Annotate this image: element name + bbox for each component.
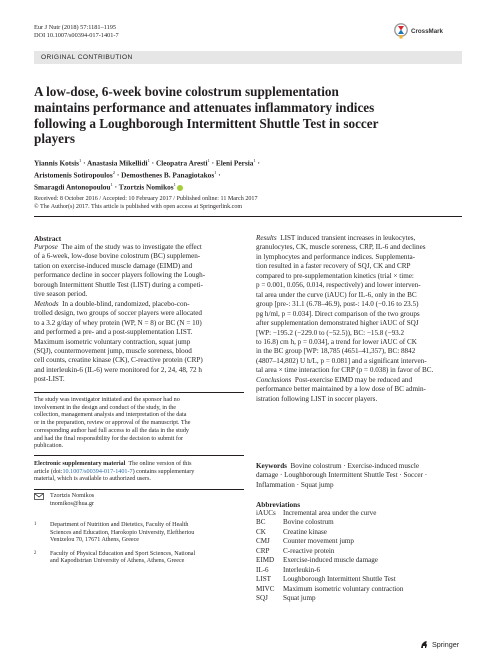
abbreviation-row bbox=[256, 547, 466, 556]
abstract-line: tal area × time interaction for CRP (p = 0.038) in favor of BC. bbox=[256, 366, 434, 375]
keywords-label: Keywords bbox=[256, 462, 287, 470]
abbreviation-definition: C-reactive protein bbox=[283, 546, 335, 555]
abstract-text: In a double-blind, randomized, placebo-con- bbox=[62, 299, 190, 308]
affiliation-line: Faculty of Physical Education and Sport Sciences, National bbox=[50, 550, 196, 557]
esm-label: Electronic supplementary material bbox=[34, 461, 126, 467]
results-label: Results bbox=[256, 234, 277, 242]
author-name[interactable]: Anastasia Mikellidi bbox=[86, 158, 148, 168]
article-title bbox=[34, 84, 464, 147]
abstract-line: group [pre-: 31.1 (6.78–46.9), post-: 14.0 (−0.16 to 23.5) bbox=[256, 300, 419, 309]
abstract-line: performance decline in soccer players following the Lough- bbox=[34, 271, 206, 280]
purpose-label: Purpose bbox=[34, 243, 58, 251]
abbreviation-row bbox=[256, 509, 466, 518]
note-line: publication. bbox=[34, 443, 64, 450]
abstract-line: and performed a pre- and a post-supplementation LIST. bbox=[34, 328, 193, 337]
correspondence bbox=[34, 493, 246, 508]
abstract-line bbox=[34, 300, 244, 309]
abbreviation-term: CRP bbox=[256, 546, 270, 555]
abstract-line: tation on exercise-induced muscle damage (EIMD) and bbox=[34, 261, 193, 270]
footnote-divider bbox=[34, 455, 244, 456]
abstract-text: The aim of the study was to investigate the effect bbox=[61, 243, 202, 251]
springer-logo bbox=[420, 640, 459, 649]
author-name[interactable]: Eleni Persia bbox=[215, 158, 254, 168]
abstract-line: to a 3.2 g/day of whey protein (WP, N = 8) or BC (N = 10) bbox=[34, 318, 202, 327]
note-line: material, which is available to authorized users. bbox=[34, 476, 151, 483]
title-line: following a Loughborough Intermittent Shuttle Test in soccer bbox=[34, 115, 379, 131]
abbreviation-row bbox=[256, 537, 466, 546]
abbreviation-term: LIST bbox=[256, 575, 271, 584]
author-line: Aristomenis Sotiropoulos$^2$ · Demosthenes B. Panagiotakos$^1$ · bbox=[34, 170, 221, 180]
envelope-icon bbox=[34, 493, 44, 500]
note-line: corresponding author had full access to all the data in the study bbox=[34, 427, 190, 434]
author-name[interactable]: Aristomenis Sotiropoulos bbox=[34, 170, 113, 180]
dates-line: Received: 8 October 2016 / Accepted: 10 February 2017 / Published online: 11 March 2017 bbox=[34, 196, 258, 202]
author-name[interactable]: Yiannis Kotsis bbox=[34, 158, 79, 168]
author-list bbox=[34, 156, 464, 192]
abbreviation-row bbox=[256, 575, 466, 584]
author-line: Yiannis Kotsis$^1$ · Anastasia Mikellidi$^1$ · Cleopatra Aresti$^1$ · Eleni Persia$^1$ · bbox=[34, 158, 260, 168]
abstract-line: after supplementation demonstrated higher iAUC of SQJ bbox=[256, 319, 419, 328]
affiliation-line: Sciences and Education, Harokopio University, Eleftheriou bbox=[50, 529, 195, 536]
doi-link[interactable]: 10.1007/s00394-017-1401-7 bbox=[62, 468, 133, 475]
methods-label: Methods bbox=[34, 299, 59, 308]
abbreviation-term: IL-6 bbox=[256, 565, 269, 574]
affiliation-sup: 1 bbox=[214, 170, 217, 176]
abbreviation-row bbox=[256, 566, 466, 575]
affiliation-sup: 1 bbox=[78, 158, 82, 163]
abstract-line: borough Intermittent Shuttle Test (LIST) during a competi- bbox=[34, 280, 203, 289]
abbreviation-definition: Squat jump bbox=[283, 594, 316, 603]
abstract-line: to 16.8) cm h, p = 0.034], a trend for lower iAUC of CK bbox=[256, 337, 417, 346]
abbreviation-row bbox=[256, 556, 466, 565]
publication-dates bbox=[34, 196, 464, 211]
abbreviation-term: EIMD bbox=[256, 556, 275, 565]
affiliation bbox=[34, 522, 246, 545]
note-line bbox=[34, 469, 246, 477]
abstract-line: p = 0.001, 0.056, 0.014, respectively) and lower interven- bbox=[256, 281, 421, 290]
affiliation-sup: 1 bbox=[147, 158, 150, 163]
section-banner: ORIGINAL CONTRIBUTION bbox=[34, 51, 462, 64]
abstract-text: Post-exercise EIMD may be reduced and bbox=[294, 375, 413, 384]
abstract-line: tion resulted in a faster recovery of SQJ, CK and CRP bbox=[256, 262, 411, 271]
abstract-line: istration following LIST in soccer players. bbox=[256, 394, 378, 403]
abbreviation-definition: Incremental area under the curve bbox=[283, 509, 377, 517]
abstract-line: and interleukin-6 (IL-6) were monitored for 2, 24, 48, 72 h bbox=[34, 365, 202, 374]
affiliation-sup: 1 bbox=[110, 182, 113, 188]
abstract-line: in the BC group [WP: 18,785 (4651–41,357), BC: 8842 bbox=[256, 347, 416, 356]
doi-line: DOI 10.1007/s00394-017-1401-7 bbox=[34, 32, 119, 39]
note-line: or in the preparation, review or approval of the manuscript. The bbox=[34, 420, 191, 427]
abbreviation-term: MIVC bbox=[256, 584, 275, 593]
abstract-line: granulocytes, CK, muscle soreness, CRP, IL-6 and declines bbox=[256, 243, 426, 252]
abstract-line: Maximum isometric voluntary contraction, squat jump bbox=[34, 337, 191, 346]
note-line: The study was investigator initiated and the sponsor had no bbox=[34, 397, 180, 403]
author-name[interactable]: Tzortzis Nomikos bbox=[118, 182, 174, 192]
conclusions-label: Conclusions bbox=[256, 375, 292, 384]
correspondence-name-row bbox=[34, 493, 246, 501]
affiliation bbox=[34, 551, 246, 566]
abstract-line: (4807–14,802) U h/L, p = 0.081] and a significant interven- bbox=[256, 356, 427, 365]
affiliation-sup: 1 bbox=[253, 158, 256, 163]
abstract-line: compared to pre-supplementation kinetics (trial × time: bbox=[256, 271, 414, 280]
abbreviation-row bbox=[256, 518, 466, 527]
abbreviation-term: CK bbox=[256, 527, 266, 536]
abbreviation-row bbox=[256, 594, 466, 603]
journal-citation: Eur J Nutr (2018) 57:1181–1195 bbox=[34, 24, 117, 31]
abbreviation-definition: Counter movement jump bbox=[283, 537, 354, 546]
title-line: maintains performance and attenuates inflammatory indices bbox=[34, 99, 375, 115]
section-divider bbox=[34, 216, 462, 217]
title-line: players bbox=[34, 131, 76, 147]
abstract-line: tive season period. bbox=[34, 290, 88, 299]
note-line: and had the final responsibility for the decision to submit for bbox=[34, 435, 184, 442]
affiliations bbox=[34, 522, 246, 566]
esm-note bbox=[34, 461, 246, 484]
crossmark-label: CrossMark bbox=[411, 27, 443, 35]
copyright-line: © The Author(s) 2017. This article is published with open access at Springerlink.com bbox=[34, 203, 243, 210]
footnote-divider bbox=[34, 489, 244, 490]
affiliation-sup: 1 bbox=[207, 158, 210, 163]
abbreviation-definition: Bovine colostrum bbox=[283, 518, 334, 527]
abbreviation-row bbox=[256, 585, 466, 594]
abbreviation-definition: Maximum isometric voluntary contraction bbox=[283, 584, 404, 593]
abbreviation-definition: Interleukin-6 bbox=[283, 565, 321, 574]
footnote-divider bbox=[34, 392, 244, 393]
abbreviations-heading: Abbreviations bbox=[256, 500, 301, 509]
affiliation-line: Venizelou 70, 17671 Athens, Greece bbox=[50, 537, 140, 544]
abbreviation-definition: Creatine kinase bbox=[283, 527, 327, 536]
abbreviations bbox=[256, 500, 466, 604]
esm-text: ) contains supplementary bbox=[132, 468, 195, 475]
author-name[interactable]: Cleopatra Aresti bbox=[155, 158, 208, 168]
abstract-text: LIST induced transient increases in leukocytes, bbox=[280, 234, 416, 242]
affiliation-sup: 1 bbox=[173, 182, 176, 188]
abstract-line: trolled design, two groups of soccer players were allocated bbox=[34, 309, 202, 318]
abstract-line bbox=[34, 243, 244, 252]
abstract-line: performance better maintained by a low dose of BC admin- bbox=[256, 385, 426, 394]
abstract-line: tal area under the curve (iAUC) for IL-6, only in the BC bbox=[256, 290, 417, 299]
affiliation-line: Department of Nutrition and Dietetics, Faculty of Health bbox=[50, 522, 189, 528]
correspondence-email[interactable]: tnomikos@hua.gr bbox=[50, 500, 95, 507]
esm-text: article (doi: bbox=[34, 468, 63, 475]
keywords-line: Inflammation · Squat jump bbox=[256, 480, 334, 489]
author-name[interactable]: Smaragdi Antonopoulou bbox=[34, 182, 111, 192]
note-line bbox=[34, 461, 246, 469]
abbreviation-row bbox=[256, 528, 466, 537]
author-line: Smaragdi Antonopoulou$^1$ · Tzortzis Nomikos$^1$ bbox=[34, 180, 464, 192]
crossmark-icon bbox=[394, 23, 408, 39]
esm-text: The online version of this bbox=[128, 461, 192, 467]
author-name[interactable]: Demosthenes B. Panagiotakos bbox=[121, 170, 215, 180]
correspondence-name: Tzortzis Nomikos bbox=[50, 493, 95, 499]
abstract-line: cell counts, creatine kinase (CK), C-reactive protein (CRP) bbox=[34, 356, 203, 365]
affiliation-number: 2 bbox=[34, 550, 37, 556]
note-line: collection, management analysis and interpretation of the data bbox=[34, 412, 187, 419]
abbreviation-definition: Loughborough Intermittent Shuttle Test bbox=[283, 575, 396, 584]
publisher-name: Springer bbox=[432, 640, 460, 649]
keywords-line: damage · Loughborough Intermittent Shuttle Test · Soccer · bbox=[256, 471, 428, 480]
orcid-icon[interactable] bbox=[177, 185, 183, 191]
title-line: A low-dose, 6-week bovine colostrum supplementation bbox=[34, 84, 339, 99]
keywords-line bbox=[256, 462, 466, 471]
abbreviation-term: CMJ bbox=[256, 537, 270, 546]
abbreviation-term: iAUCs bbox=[256, 509, 276, 517]
abstract-line: post-LIST. bbox=[34, 375, 65, 384]
abstract-line: in lymphocytes and performance indices. Supplementa- bbox=[256, 252, 416, 261]
crossmark-badge[interactable] bbox=[394, 23, 443, 39]
affiliation-sup: 2 bbox=[112, 170, 116, 176]
abstract-line: pg h/ml, p = 0.034]. Direct comparison of the two groups bbox=[256, 309, 420, 318]
abstract-left-column bbox=[34, 234, 244, 385]
abstract-line bbox=[256, 234, 466, 243]
abstract-line: (SQJ), countermovement jump, muscle soreness, blood bbox=[34, 346, 192, 355]
abstract-line: of a 6-week, low-dose bovine colostrum (BC) supplemen- bbox=[34, 252, 201, 261]
abstract-line: [WP: −195.2 (−229.0 to (−52.5)), BC: −15.8 (−93.2 bbox=[256, 328, 405, 337]
keywords bbox=[256, 462, 466, 490]
abstract-right-column bbox=[256, 234, 466, 404]
abbreviation-definition: Exercise-induced muscle damage bbox=[283, 556, 378, 565]
affiliation-number: 1 bbox=[34, 522, 37, 527]
note-line: involvement in the design and conduct of the study, in the bbox=[34, 404, 177, 411]
springer-horse-icon bbox=[420, 640, 429, 649]
keywords-text: Bovine colostrum · Exercise-induced muscle bbox=[290, 462, 420, 470]
abbreviation-term: SQJ bbox=[256, 594, 268, 603]
abstract-heading: Abstract bbox=[34, 234, 62, 243]
funding-note bbox=[34, 397, 246, 451]
affiliation-line: and Kapodistrian University of Athens, Athens, Greece bbox=[50, 558, 185, 565]
abstract-line bbox=[256, 376, 466, 385]
abbreviation-term: BC bbox=[256, 518, 266, 527]
